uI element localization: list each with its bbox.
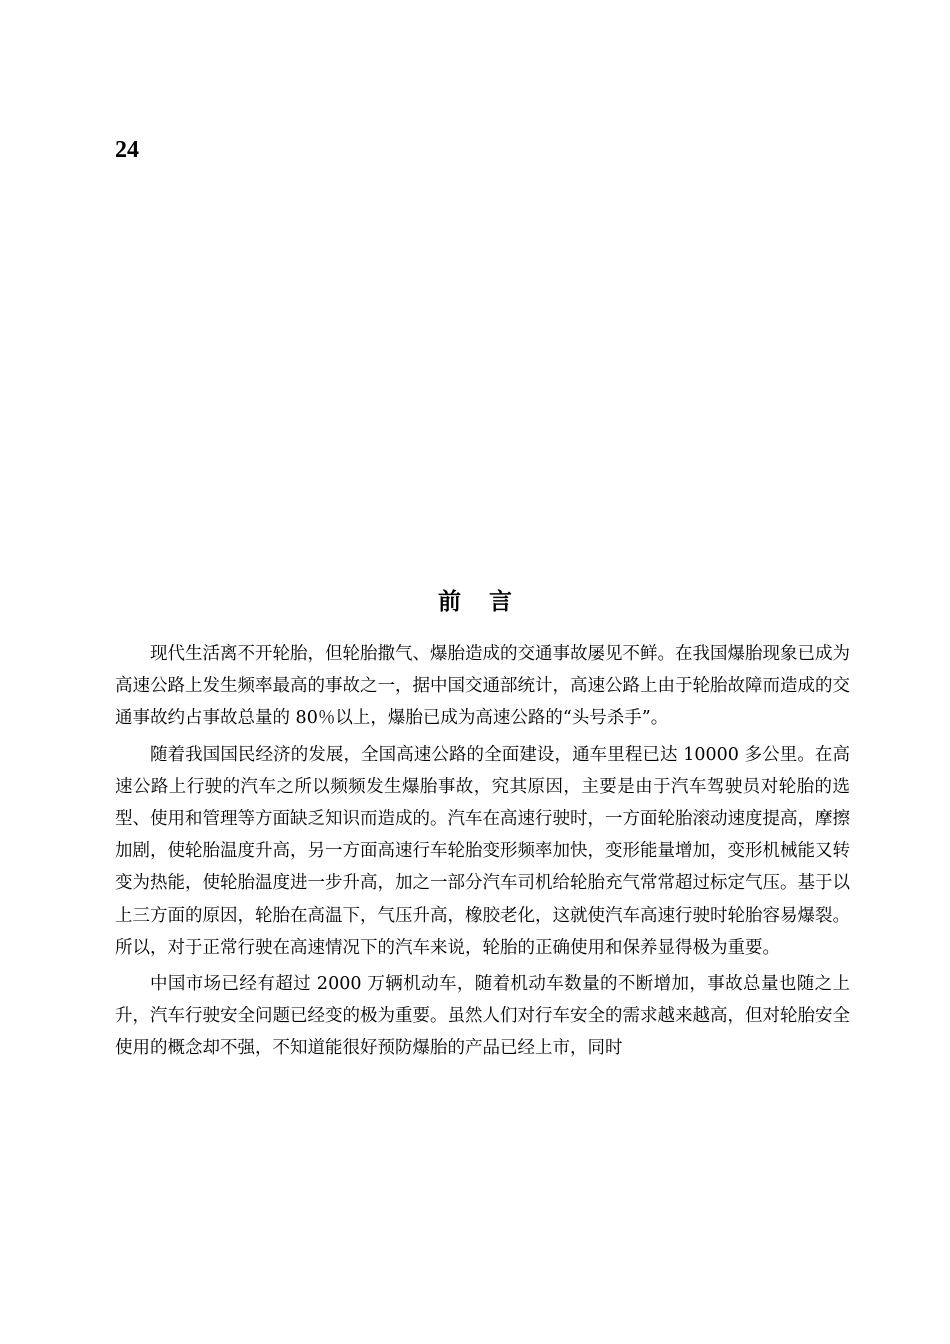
page-number: 24	[115, 137, 139, 163]
paragraph-1: 现代生活离不开轮胎，但轮胎撒气、爆胎造成的交通事故屡见不鲜。在我国爆胎现象已成为高速公路上发生频率最高的事故之一，据中国交通部统计，高速公路上由于轮胎故障而造成的交通事故约占事故总量的 80％以上，爆胎已成为高速公路的“头号杀手”。	[115, 644, 850, 729]
body-text	[115, 638, 850, 1069]
paragraph-3: 中国市场已经有超过 2000 万辆机动车，随着机动车数量的不断增加，事故总量也随之上升，汽车行驶安全问题已经变的极为重要。虽然人们对行车安全的需求越来越高，但对轮胎安全使用的概念却不强，不知道能很好预防爆胎的产品已经上市，同时	[115, 974, 850, 1059]
section-heading: 前 言	[437, 588, 522, 615]
paragraph-2: 随着我国国民经济的发展，全国高速公路的全面建设，通车里程已达 10000 多公里。在高速公路上行驶的汽车之所以频频发生爆胎事故，究其原因，主要是由于汽车驾驶员对轮胎的选型、使用和管理等方面缺乏知识而造成的。汽车在高速行驶时，一方面轮胎滚动速度提高，摩擦加剧，使轮胎温度升高，另一方面高速行车轮胎变形频率加快，变形能量增加，变形机械能又转变为热能，使轮胎温度进一步升高，加之一部分汽车司机给轮胎充气常常超过标定气压。基于以上三方面的原因，轮胎在高温下，气压升高，橡胶老化，这就使汽车高速行驶时轮胎容易爆裂。所以，对于正常行驶在高速情况下的汽车来说，轮胎的正确使用和保养显得极为重要。	[115, 744, 850, 958]
